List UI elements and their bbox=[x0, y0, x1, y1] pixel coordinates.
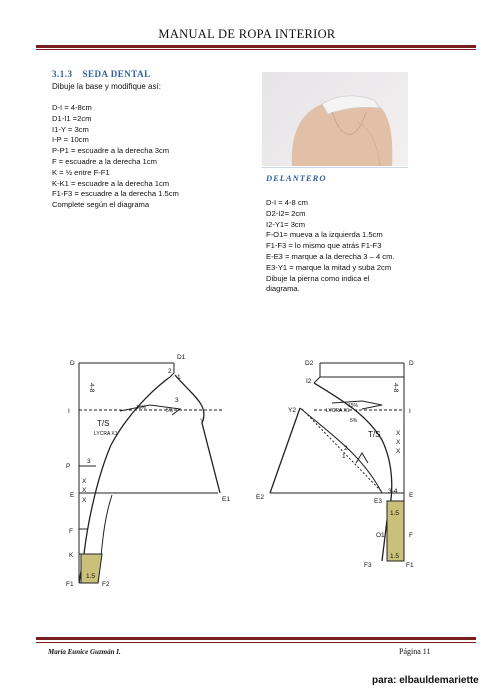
section-title: SEDA DENTAL bbox=[82, 69, 151, 79]
label-E2: E2 bbox=[256, 494, 264, 501]
label-1-5b: 1.5 bbox=[390, 553, 400, 560]
photo-caption-rule bbox=[262, 167, 408, 168]
label-3-4: 3-4 bbox=[388, 488, 398, 495]
credit-watermark: para: elbauldemariette bbox=[372, 675, 479, 686]
instruction-line: D2-I2= 2cm bbox=[266, 208, 306, 218]
label-D2: D2 bbox=[305, 360, 314, 367]
label-F1: F1 bbox=[66, 581, 74, 588]
label-K: K bbox=[69, 552, 74, 559]
section-heading bbox=[52, 69, 161, 79]
label-1: 1 bbox=[177, 374, 181, 381]
label-4-8: 4-8 bbox=[392, 383, 399, 393]
back-instructions bbox=[52, 103, 179, 211]
label-x: X bbox=[396, 448, 401, 455]
label-1: 1 bbox=[342, 453, 346, 460]
label-D: D bbox=[70, 360, 75, 367]
instruction-line: E-E3 = marque a la derecha 3 – 4 cm. bbox=[266, 251, 395, 261]
label-D: D bbox=[409, 360, 414, 367]
footer-rule-thin bbox=[36, 642, 476, 643]
label-I2: I2 bbox=[306, 378, 312, 385]
back-labels bbox=[66, 354, 230, 588]
instruction-line: F = escuadre a la derecha 1cm bbox=[52, 156, 157, 166]
label-2: 2 bbox=[168, 368, 172, 375]
instruction-line: P-P1 = escuadre a la derecha 3cm bbox=[52, 146, 170, 156]
label-I: I bbox=[68, 408, 70, 415]
label-3: 3 bbox=[175, 397, 179, 404]
label-15pct: 15% bbox=[136, 405, 147, 411]
label-5pct: 5% bbox=[166, 408, 174, 414]
label-x: X bbox=[82, 497, 87, 504]
header-rule-thin bbox=[36, 49, 476, 50]
label-3b: 3 bbox=[87, 458, 91, 465]
instruction-line: I-P = 10cm bbox=[52, 135, 89, 145]
model-photo bbox=[262, 72, 408, 166]
front-instructions bbox=[266, 198, 395, 295]
label-F: F bbox=[409, 532, 413, 539]
page-number: Página 11 bbox=[399, 647, 431, 656]
front-heading: DELANTERO bbox=[266, 173, 327, 183]
label-lycra: LYCRA X1 bbox=[326, 408, 350, 414]
label-x: X bbox=[82, 478, 87, 485]
label-lycra: LYCRA X1 bbox=[94, 431, 118, 437]
instruction-line: D1-I1 =2cm bbox=[52, 113, 92, 123]
label-ts: T/S bbox=[97, 419, 110, 428]
instruction-line: diagrama. bbox=[266, 284, 300, 294]
instruction-line: K = ½ entre F-F1 bbox=[52, 167, 110, 177]
section-number: 3.1.3 bbox=[52, 69, 73, 79]
label-15pct: 15% bbox=[348, 403, 359, 409]
section-intro: Dibuje la base y modifique así: bbox=[52, 82, 161, 91]
instruction-line: Complete según el diagrama bbox=[52, 200, 150, 210]
label-4-8: 4-8 bbox=[88, 383, 95, 393]
label-D1: D1 bbox=[177, 354, 186, 361]
instruction-line: K-K1 = escuadre a la derecha 1cm bbox=[52, 178, 170, 188]
author-name: María Eunice Guzmán I. bbox=[48, 648, 121, 656]
label-F3: F3 bbox=[364, 562, 372, 569]
header-rule bbox=[36, 45, 476, 48]
instruction-line: D-I = 4-8 cm bbox=[266, 198, 308, 207]
label-1-5: 1.5 bbox=[390, 510, 400, 517]
pattern-diagram bbox=[32, 305, 432, 600]
label-x: X bbox=[396, 430, 401, 437]
footer-rule bbox=[36, 637, 476, 640]
label-E3: E3 bbox=[374, 498, 382, 505]
label-Y: Y bbox=[200, 418, 205, 425]
instruction-line: I1-Y = 3cm bbox=[52, 124, 89, 134]
label-x: X bbox=[82, 487, 87, 494]
label-E1: E1 bbox=[222, 496, 230, 503]
instruction-line: F1-F3 = lo mismo que atrás F1-F3 bbox=[266, 241, 382, 251]
label-F2: F2 bbox=[102, 581, 110, 588]
back-pattern bbox=[79, 363, 222, 583]
label-O1: O1 bbox=[376, 532, 385, 539]
label-Y2: Y2 bbox=[288, 407, 296, 414]
label-E: E bbox=[409, 492, 414, 499]
label-F1: F1 bbox=[406, 562, 414, 569]
page-title: MANUAL DE ROPA INTERIOR bbox=[158, 27, 336, 41]
instruction-line: I2-Y1= 3cm bbox=[266, 219, 306, 229]
label-ts: T/S bbox=[368, 430, 381, 439]
instruction-line: F1-F3 = escuadre a la derecha 1.5cm bbox=[52, 189, 179, 199]
label-1-5: 1.5 bbox=[86, 573, 96, 580]
instruction-line: D-I = 4-8cm bbox=[52, 103, 92, 112]
instruction-line: E3-Y1 = marque la mitad y suba 2cm bbox=[266, 262, 392, 272]
label-F: F bbox=[69, 528, 73, 535]
label-5pct: 5% bbox=[350, 418, 358, 424]
label-P: P bbox=[66, 463, 71, 470]
label-I: I bbox=[409, 408, 411, 415]
label-x: X bbox=[396, 439, 401, 446]
instruction-line: Dibuje la pierna como indica el bbox=[266, 273, 370, 283]
instruction-line: F-O1= mueva a la izquierda 1.5cm bbox=[266, 230, 383, 240]
label-E: E bbox=[70, 492, 75, 499]
label-2: 2 bbox=[344, 445, 348, 452]
